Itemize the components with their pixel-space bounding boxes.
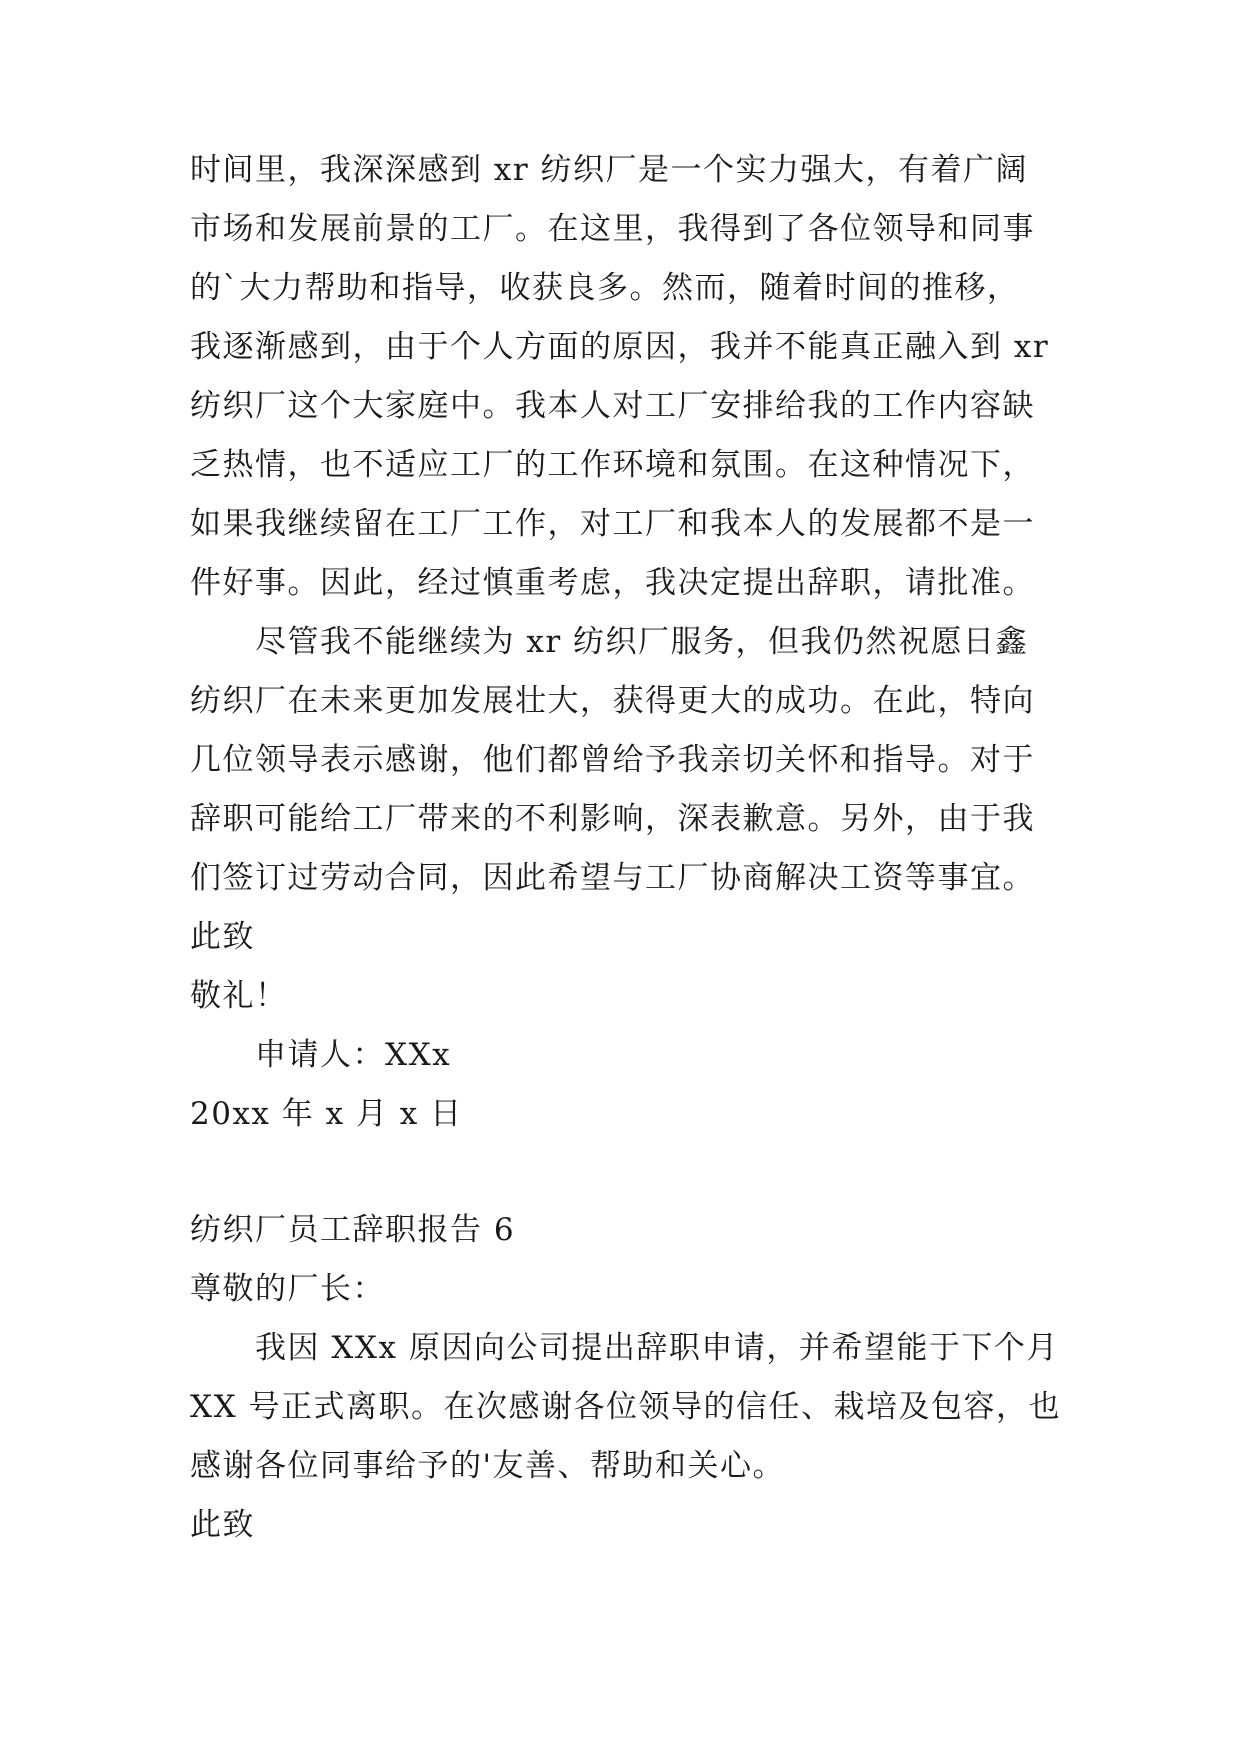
applicant-signature: 申请人：XXx xyxy=(255,1037,452,1073)
closing-salutation: 此致 xyxy=(190,1507,255,1543)
section-title: 纺织厂员工辞职报告 6 xyxy=(190,1212,516,1248)
paragraph-line: 们签订过劳动合同，因此希望与工厂协商解决工资等事宜。 xyxy=(190,860,1035,896)
paragraph-line: 辞职可能给工厂带来的不利影响，深表歉意。另外，由于我 xyxy=(190,801,1035,837)
paragraph-line: 纺织厂在未来更加发展壮大，获得更大的成功。在此，特向 xyxy=(190,683,1035,719)
paragraph-line: 的`大力帮助和指导，收获良多。然而，随着时间的推移， xyxy=(190,270,1020,306)
paragraph-line: 件好事。因此，经过慎重考虑，我决定提出辞职，请批准。 xyxy=(190,565,1035,601)
closing-salutation: 此致 xyxy=(190,919,255,955)
paragraph-line: XX 号正式离职。在次感谢各位领导的信任、栽培及包容，也 xyxy=(190,1389,1061,1425)
paragraph-line: 如果我继续留在工厂工作，对工厂和我本人的发展都不是一 xyxy=(190,506,1035,542)
paragraph-line: 几位领导表示感谢，他们都曾给予我亲切关怀和指导。对于 xyxy=(190,742,1035,778)
paragraph-line: 感谢各位同事给予的'友善、帮助和关心。 xyxy=(190,1448,786,1484)
paragraph-line: 市场和发展前景的工厂。在这里，我得到了各位领导和同事 xyxy=(190,211,1035,247)
paragraph-line: 乏热情，也不适应工厂的工作环境和氛围。在这种情况下， xyxy=(190,447,1035,483)
letter-date: 20xx 年 x 月 x 日 xyxy=(190,1096,463,1132)
closing-regards: 敬礼！ xyxy=(190,978,288,1014)
letter-greeting: 尊敬的厂长： xyxy=(190,1271,385,1307)
paragraph-line: 尽管我不能继续为 xr 纺织厂服务，但我仍然祝愿日鑫 xyxy=(255,624,1029,660)
paragraph-line: 我逐渐感到，由于个人方面的原因，我并不能真正融入到 xr xyxy=(190,329,1050,365)
paragraph-line: 纺织厂这个大家庭中。我本人对工厂安排给我的工作内容缺 xyxy=(190,388,1035,424)
paragraph-line: 我因 XXx 原因向公司提出辞职申请，并希望能于下个月 xyxy=(255,1330,1059,1366)
paragraph-line: 时间里，我深深感到 xr 纺织厂是一个实力强大，有着广阔 xyxy=(190,152,1029,188)
